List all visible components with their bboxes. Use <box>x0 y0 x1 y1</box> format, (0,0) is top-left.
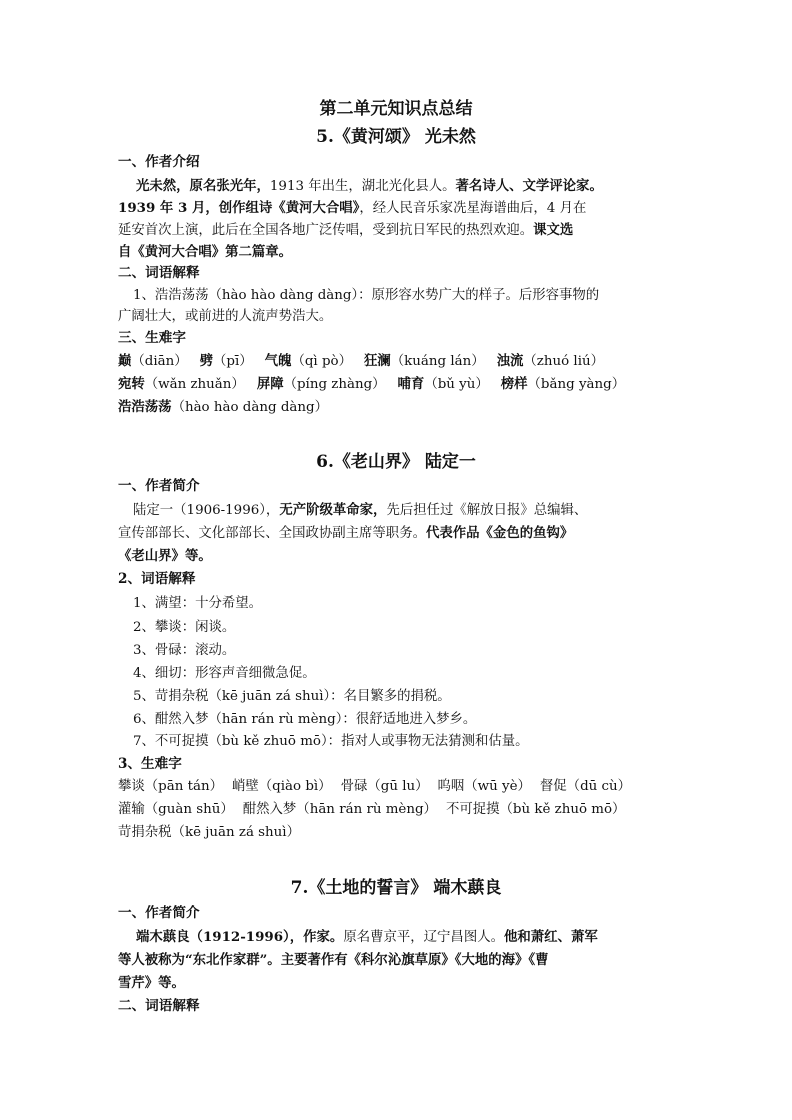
char-entry: 酣然入梦（hān rán rù mèng） <box>242 802 437 817</box>
section-6-vocab-7: 7、不可捉摸（bù kě zhuō mō）：指对人或事物无法猜测和估量。 <box>133 734 529 749</box>
section-5-intro-line-2 <box>118 199 586 218</box>
section-6-vocab-3: 3、骨碌：滚动。 <box>133 643 236 658</box>
author-group-bold-a: 他和萧红、萧军 <box>504 929 598 945</box>
section-6-intro-line-3 <box>118 547 212 566</box>
author-posts-text: 先后担任过《解放日报》总编辑、 <box>386 503 588 518</box>
author-name-bold: 端木蕻良（1912-1996），作家。 <box>136 929 344 945</box>
section-5-intro-line-3 <box>118 221 573 240</box>
section-7-title: 7.《土地的誓言》 端木蕻良 <box>290 878 502 898</box>
char-pinyin: （pī） <box>213 354 253 369</box>
char-word: 狂澜 <box>363 353 391 369</box>
char-pinyin: （píng zhàng） <box>283 377 386 392</box>
author-posts-cont: 宣传部部长、文化部部长、全国政协副主席等职务。 <box>118 526 426 541</box>
section-6-title: 6.《老山界》 陆定一 <box>316 452 476 472</box>
section-6-vocab-6: 6、酣然入梦（hān rán rù mèng）：很舒适地进入梦乡。 <box>133 712 477 727</box>
section-6-chars-row-1 <box>118 778 631 796</box>
char-entry: 峭壁（qiào bì） <box>232 779 332 794</box>
section-7-intro-line-3 <box>118 974 185 993</box>
work-creation-text: ，经人民音乐家冼星海谱曲后，4 月在 <box>359 201 587 216</box>
source-bold-b: 自《黄河大合唱》第二篇章。 <box>118 244 293 260</box>
char-entry: 呜咽（wū yè） <box>437 779 531 794</box>
section-6-heading-chars: 3、生难字 <box>118 756 182 772</box>
section-7-intro-line-1 <box>136 928 598 947</box>
section-5-heading-chars: 三、生难字 <box>118 330 186 346</box>
section-5-heading-vocab: 二、词语解释 <box>118 265 200 281</box>
works-bold-b: 《老山界》等。 <box>118 548 212 564</box>
section-6-vocab-5: 5、苛捐杂税（kē juān zá shuì）：名目繁多的捐税。 <box>133 689 451 704</box>
char-word: 哺育 <box>397 376 425 392</box>
section-5-vocab-1: 1、浩浩荡荡（hào hào dàng dàng）：原形容水势广大的样子。后形容事物的 <box>133 288 600 303</box>
work-creation-bold: 1939 年 3 月，创作组诗《黄河大合唱》 <box>118 200 360 216</box>
section-7-heading-author: 一、作者简介 <box>118 905 200 921</box>
char-entry: 骨碌（gū lu） <box>340 779 429 794</box>
section-5-chars-row-1 <box>118 352 604 371</box>
source-bold-a: 课文选 <box>533 222 574 238</box>
section-6-vocab-4: 4、细切：形容声音细微急促。 <box>133 666 316 681</box>
char-entry: 攀谈（pān tán） <box>118 779 223 794</box>
char-pinyin: （zhuó liú） <box>523 354 604 369</box>
section-6-intro-line-2 <box>118 524 573 543</box>
char-pinyin: （wǎn zhuǎn） <box>144 377 245 392</box>
char-word: 屏障 <box>256 376 284 392</box>
author-years-text: 陆定一（1906-1996）， <box>133 503 280 518</box>
char-word: 巅 <box>118 353 132 369</box>
author-works-bold: 雪芹》等。 <box>118 975 185 991</box>
section-5-title: 5.《黄河颂》 光未然 <box>316 127 476 147</box>
char-pinyin: （bǎng yàng） <box>527 377 626 392</box>
section-7-heading-vocab: 二、词语解释 <box>118 998 200 1014</box>
author-origin-text: 原名曹京平，辽宁昌图人。 <box>343 930 504 945</box>
section-6-chars-row-2 <box>118 801 625 819</box>
char-word: 浊流 <box>496 353 524 369</box>
char-pinyin: （bǔ yù） <box>424 377 489 392</box>
char-pinyin: （kuáng lán） <box>390 354 485 369</box>
author-birth-text: 1913 年出生，湖北光化县人。 <box>269 179 456 194</box>
section-5-intro-line-1 <box>136 177 603 196</box>
works-bold-a: 代表作品《金色的鱼钩》 <box>425 525 574 541</box>
author-role-bold: 无产阶级革命家， <box>279 502 387 518</box>
char-word: 榜样 <box>500 376 528 392</box>
section-6-vocab-1: 1、满望：十分希望。 <box>133 596 263 611</box>
document-title: 第二单元知识点总结 <box>319 99 473 119</box>
author-title-bold: 著名诗人、文学评论家。 <box>455 178 603 194</box>
char-pinyin: （diān） <box>131 354 188 369</box>
author-name-bold: 光未然，原名张光年， <box>136 178 270 194</box>
section-5-vocab-1-cont: 广阔壮大，或前进的人流声势浩大。 <box>118 309 333 324</box>
char-entry: 不可捉摸（bù kě zhuō mō） <box>445 802 626 817</box>
section-5-intro-line-4 <box>118 243 292 262</box>
section-5-chars-row-2 <box>118 375 625 394</box>
premiere-text: 延安首次上演，此后在全国各地广泛传唱，受到抗日军民的热烈欢迎。 <box>118 223 534 238</box>
char-entry: 督促（dū cù） <box>539 779 632 794</box>
section-5-heading-author: 一、作者介绍 <box>118 154 200 170</box>
char-word: 气魄 <box>264 353 292 369</box>
section-7-intro-line-2 <box>118 951 549 970</box>
char-pinyin: （qì pò） <box>291 354 352 369</box>
section-5-chars-row-3 <box>118 398 328 417</box>
section-6-heading-author: 一、作者简介 <box>118 478 200 494</box>
section-6-heading-vocab: 2、词语解释 <box>118 571 196 587</box>
section-6-chars-row-3 <box>118 824 300 842</box>
char-entry: 灌输（guàn shū） <box>118 802 234 817</box>
char-word: 劈 <box>199 353 214 369</box>
section-6-vocab-2: 2、攀谈：闲谈。 <box>133 620 236 635</box>
char-word: 宛转 <box>118 376 145 392</box>
char-pinyin: （hào hào dàng dàng） <box>171 400 328 415</box>
char-entry: 苛捐杂税（kē juān zá shuì） <box>118 825 300 840</box>
author-group-bold-b: 等人被称为“东北作家群”。主要著作有《科尔沁旗草原》《大地的海》《曹 <box>118 952 549 968</box>
char-word: 浩浩荡荡 <box>118 399 172 415</box>
section-6-intro-line-1 <box>133 501 587 520</box>
